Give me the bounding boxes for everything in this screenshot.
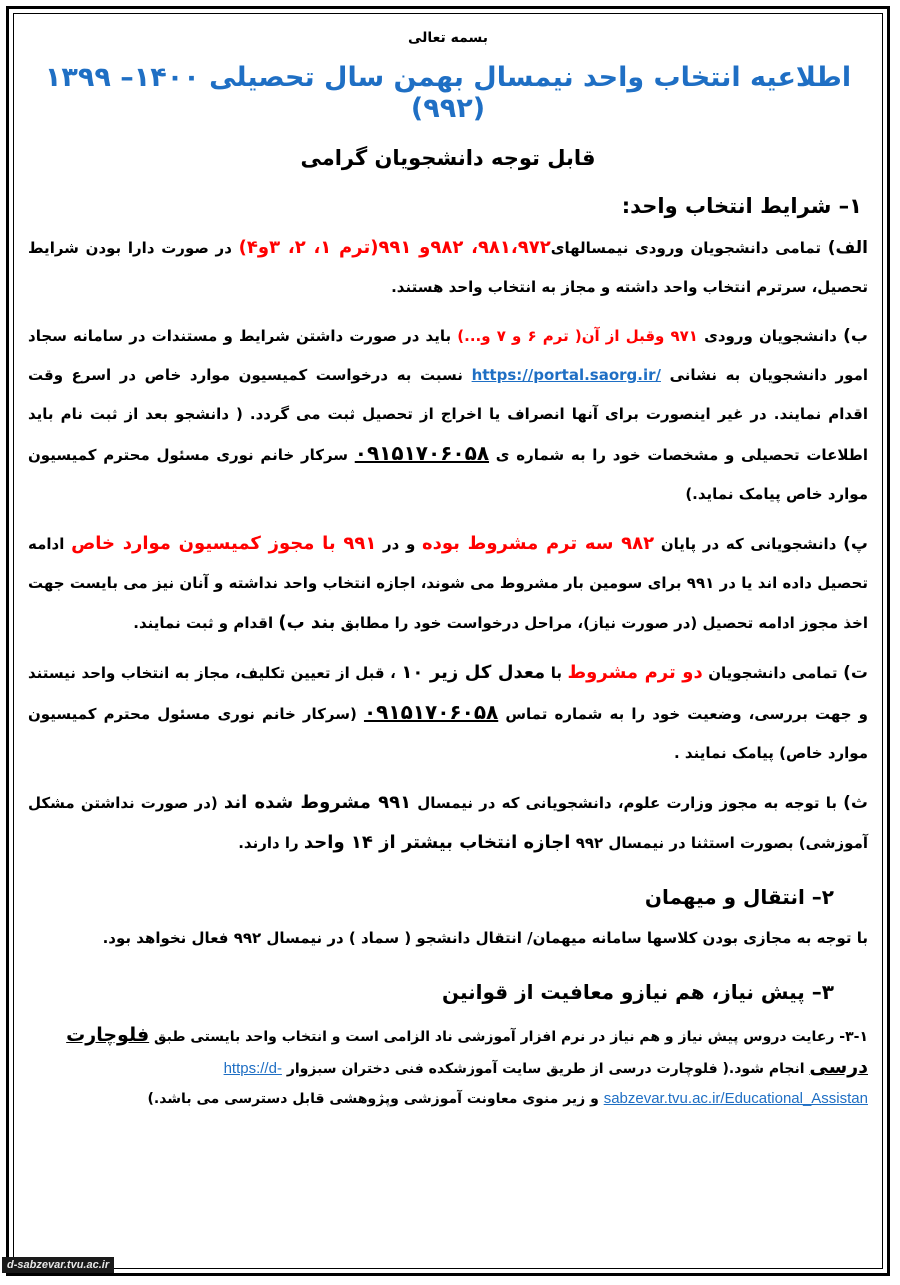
clause-label: الف) [827, 238, 868, 258]
highlight-probation: ۹۸۲ سه ترم مشروط بوده [422, 533, 655, 554]
announcement-title: اطلاعیه انتخاب واحد نیمسال بهمن سال تحصیلی ۱۴۰۰– ۱۳۹۹ (۹۹۲) [44, 62, 852, 124]
clause-label: ت) [843, 663, 868, 683]
section-2-heading: ۲– انتقال و میهمان [644, 885, 834, 909]
clause-label: پ) [843, 534, 868, 554]
bold-reference: بند ب) [278, 612, 336, 633]
site-watermark: d-sabzevar.tvu.ac.ir [2, 1257, 114, 1273]
bold-gpa: معدل کل زیر ۱۰ [401, 662, 546, 683]
phone-number: ۰۹۱۵۱۷۰۶۰۵۸ [354, 441, 490, 465]
educational-assistant-link[interactable]: https://d-sabzevar.tvu.ac.ir/Educational_Assistan [223, 1060, 868, 1107]
clause-se: ث) با توجه به مجوز وزارت علوم، دانشجویانی که در نیمسال ۹۹۱ مشروط شده اند (در صورت نداشتن مشکل آموزشی) بصورت استثنا در نیمسال ۹۹۲ اجازه انتخاب بیشتر از ۱۴ واحد را دارند. [28, 792, 868, 853]
section-1-heading: ۱– شرایط انتخاب واحد: [621, 194, 862, 218]
portal-link[interactable]: https://portal.saorg.ir/ [471, 366, 661, 384]
section-3-text: ۳-۱- رعایت دروس پیش نیاز و هم نیاز در نرم افزار آموزشی ناد الزامی است و انتخاب واحد بایستی طبق فلوچارت درسی انجام شود.( فلوچارت درسی از طریق سایت آموزشکده فنی دختران سبزوار https://d-sabzevar.tvu.ac.ir/Educational_Assistan و زیر منوی معاونت آموزشی وپژوهشی قابل دسترسی می باشد.) [66, 1024, 868, 1107]
item-number: ۳-۱- [839, 1029, 868, 1045]
phone-number: ۰۹۱۵۱۷۰۶۰۵۸ [363, 700, 499, 724]
highlight-terms: ۹۸۱،۹۷۲، ۹۸۲و ۹۹۱(ترم ۱، ۲، ۳و۴) [238, 237, 551, 258]
section-3-heading: ۳– پیش نیاز، هم نیازو معافیت از قوانین [441, 980, 834, 1004]
clause-pe: پ) دانشجویانی که در پایان ۹۸۲ سه ترم مشروط بوده و در ۹۹۱ با مجوز کمیسیون موارد خاص ادامه تحصیل داده اند یا در ۹۹۱ برای سومین بار مشروط می شوند، اجازه انتخاب واحد نداشته و آنان نیز می بایست جهت اخذ مجوز ادامه تحصیل (در صورت نیاز)، مراحل درخواست خود را مطابق بند ب) اقدام و ثبت نمایند. [28, 533, 868, 633]
clause-be: ب) دانشجویان ورودی ۹۷۱ وقبل از آن( ترم ۶ و ۷ و...) باید در صورت داشتن شرایط و مستندات در سامانه سجاد امور دانشجویان به نشانی https://portal.saorg.ir/ نسبت به درخواست کمیسیون موارد خاص در اسرع وقت اقدام نمایند. در غیر اینصورت برای آنها انصراف یا اخراج از تحصیل ثبت می گردد. ( دانشجو بعد از ثبت نام باید اطلاعات تحصیلی و مشخصات خود را به شماره ی ۰۹۱۵۱۷۰۶۰۵۸ سرکار خانم نوری مسئول محترم کمیسیون موارد خاص پیامک نماید.) [28, 326, 869, 503]
audience-line: قابل توجه دانشجویان گرامی [300, 146, 596, 170]
highlight-terms: ۹۷۱ وقبل از آن( ترم ۶ و ۷ و...) [457, 327, 698, 345]
clause-te: ت) تمامی دانشجویان دو ترم مشروط با معدل کل زیر ۱۰ ، قبل از تعیین تکلیف، مجاز به انتخاب واحد نیستند و جهت بررسی، وضعیت خود را به شماره تماس ۰۹۱۵۱۷۰۶۰۵۸ (سرکار خانم نوری مسئول محترم کمیسیون موارد خاص) پیامک نمایند . [28, 662, 868, 762]
clause-label: ب) [843, 326, 868, 346]
clause-alef: الف) تمامی دانشجویان ورودی نیمسالهای۹۸۱،۹۷۲، ۹۸۲و ۹۹۱(ترم ۱، ۲، ۳و۴) در صورت دارا بودن شرایط تحصیل، سرترم انتخاب واحد داشته و مجاز به انتخاب واحد هستند. [28, 237, 868, 296]
bold-units: اجازه انتخاب بیشتر از ۱۴ واحد [303, 832, 571, 853]
announcement-page [22, 16, 874, 1114]
clause-label: ث) [843, 793, 868, 813]
bismillah: بسمه تعالی [407, 30, 489, 46]
section-2-text: با توجه به مجازی بودن کلاسها سامانه میهمان/ انتقال دانشجو ( سماد ) در نیمسال ۹۹۲ فعال نخواهد بود. [102, 929, 868, 947]
flowchart-label: فلوچارت درسی [66, 1024, 868, 1078]
highlight-commission: ۹۹۱ با مجوز کمیسیون موارد خاص [71, 533, 377, 554]
bold-probation: ۹۹۱ مشروط شده اند [223, 792, 412, 813]
highlight-two-terms: دو ترم مشروط [567, 662, 703, 683]
